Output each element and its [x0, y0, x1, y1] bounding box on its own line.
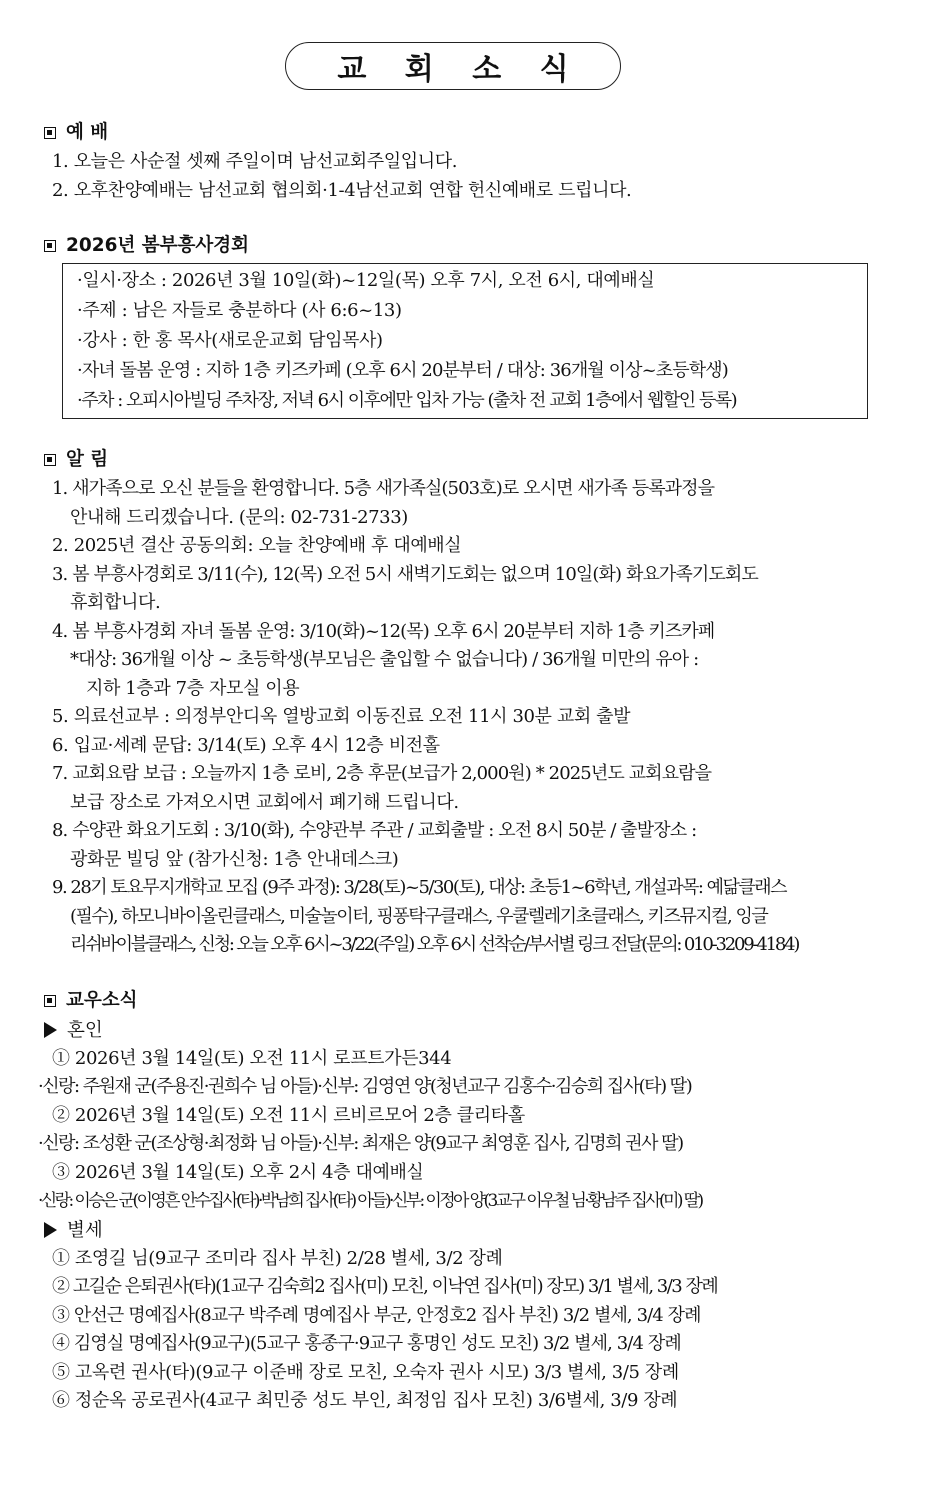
notices-heading: 알 림	[38, 445, 898, 475]
notice-line: 안내해 드리겠습니다. (문의: 02-731-2733)	[70, 506, 408, 528]
notice-line: *대상: 36개월 이상 ~ 초등학생(부모님은 출입할 수 없습니다) / 36개월 미만의 유아 :	[70, 649, 699, 670]
wedding-line: ③ 2026년 3월 14일(토) 오후 2시 4층 대예배실	[52, 1161, 424, 1183]
notice-line: 8. 수양관 화요기도회 : 3/10(화), 수양관부 주관 / 교회출발 : 오전 8시 50분 / 출발장소 :	[52, 820, 697, 841]
notice-line: 리쉬바이블클래스, 신청: 오늘 오후 6시~3/22(주일) 오후 6시 선착순/부서별 링크 전달(문의: 010-3209-4184)	[70, 934, 799, 955]
wedding-heading: 혼인	[38, 1016, 898, 1045]
worship-heading: 예 배	[38, 118, 898, 148]
title-box	[285, 42, 621, 90]
revival-item: ·강사 : 한 홍 목사(새로운교회 담임목사)	[77, 330, 383, 351]
square-bullet-icon	[44, 454, 56, 466]
page-title: 교 회 소 식	[337, 52, 583, 87]
notice-line: 4. 봄 부흥사경회 자녀 돌봄 운영: 3/10(화)~12(목) 오후 6시 20분부터 지하 1층 키즈카페	[52, 620, 715, 642]
notice-line: 광화문 빌딩 앞 (참가신청: 1층 안내데스크)	[70, 848, 399, 870]
square-bullet-icon	[44, 995, 56, 1007]
revival-item: ·일시·장소 : 2026년 3월 10일(화)~12일(목) 오후 7시, 오전 6시, 대예배실	[77, 270, 655, 291]
notice-line: 휴회합니다.	[70, 592, 161, 613]
funeral-line: ⑥ 정순옥 공로권사(4교구 최민중 성도 부인, 최정임 집사 모친) 3/6별세, 3/9 장례	[52, 1390, 678, 1411]
wedding-line: ① 2026년 3월 14일(토) 오전 11시 로프트가든344	[52, 1047, 452, 1069]
notice-line: 보급 장소로 가져오시면 교회에서 폐기해 드립니다.	[70, 791, 459, 813]
worship-item: 1. 오늘은 사순절 셋째 주일이며 남선교회주일입니다.	[52, 151, 458, 172]
notice-line: 2. 2025년 결산 공동의회: 오늘 찬양예배 후 대예배실	[52, 535, 462, 556]
notice-line: 7. 교회요람 보급 : 오늘까지 1층 로비, 2층 후문(보급가 2,000원) * 2025년도 교회요람을	[52, 763, 712, 784]
notice-line: 지하 1층과 7층 자모실 이용	[86, 677, 300, 699]
funeral-line: ④ 김영실 명예집사(9교구)(5교구 홍종구·9교구 홍명인 성도 모친) 3/2 별세, 3/4 장례	[52, 1333, 681, 1354]
funeral-heading: 별세	[38, 1216, 898, 1245]
notice-line: 9. 28기 토요무지개학교 모집 (9주 과정): 3/28(토)~5/30(토), 대상: 초등1~6학년, 개설과목: 예닮클래스	[52, 877, 787, 898]
members-heading: 교우소식	[38, 986, 898, 1016]
funeral-line: ⑤ 고옥련 권사(타)(9교구 이준배 장로 모친, 오숙자 권사 시모) 3/3 별세, 3/5 장례	[52, 1361, 679, 1383]
revival-heading: 2026년 봄부흥사경회	[38, 231, 898, 261]
revival-info-box	[62, 263, 868, 419]
wedding-line: ·신랑: 조성환 군(조상형·최정화 님 아들)·신부: 최재은 양(9교구 최영훈 집사, 김명희 권사 딸)	[38, 1133, 683, 1154]
revival-item: ·자녀 돌봄 운영 : 지하 1층 키즈카페 (오후 6시 20분부터 / 대상: 36개월 이상~초등학생)	[77, 360, 728, 381]
notice-line: 5. 의료선교부 : 의정부안디옥 열방교회 이동진료 오전 11시 30분 교회 출발	[52, 706, 631, 727]
revival-item: ·주차 : 오피시아빌딩 주차장, 저녁 6시 이후에만 입차 가능 (출차 전 교회 1층에서 웹할인 등록)	[77, 390, 737, 411]
wedding-line: ·신랑: 주원재 군(주용진·권희수 님 아들)·신부: 김영연 양(청년교구 김홍수·김승희 집사(타) 딸)	[38, 1076, 692, 1097]
notice-line: 3. 봄 부흥사경회로 3/11(수), 12(목) 오전 5시 새벽기도회는 없으며 10일(화) 화요가족기도회도	[52, 563, 758, 585]
notice-line: (필수), 하모니바이올린클래스, 미술놀이터, 핑퐁탁구클래스, 우쿨렐레기초클래스, 키즈뮤지컬, 잉글	[70, 905, 768, 927]
square-bullet-icon	[44, 240, 56, 252]
revival-item: ·주제 : 남은 자들로 충분하다 (사 6:6~13)	[77, 300, 402, 321]
wedding-line: ·신랑: 이승은 군(이영흔 안수집사(타)·박남희 집사(타) 아들)·신부: 이정아 양(3교구 이우철 님·황남주 집사(미) 딸)	[38, 1191, 702, 1211]
triangle-bullet-icon	[44, 1022, 57, 1038]
funeral-line: ① 조영길 님(9교구 조미라 집사 부친) 2/28 별세, 3/2 장례	[52, 1247, 503, 1269]
funeral-line: ③ 안선근 명예집사(8교구 박주례 명예집사 부군, 안정호2 집사 부친) 3/2 별세, 3/4 장례	[52, 1304, 701, 1326]
wedding-line: ② 2026년 3월 14일(토) 오전 11시 르비르모어 2층 클리타홀	[52, 1104, 525, 1126]
square-bullet-icon	[44, 127, 56, 139]
notice-line: 6. 입교·세례 문답: 3/14(토) 오후 4시 12층 비전홀	[52, 734, 440, 756]
notice-line: 1. 새가족으로 오신 분들을 환영합니다. 5층 새가족실(503호)로 오시면 새가족 등록과정을	[52, 478, 715, 499]
worship-item: 2. 오후찬양예배는 남선교회 협의회·1-4남선교회 연합 헌신예배로 드립니다.	[52, 179, 632, 201]
triangle-bullet-icon	[44, 1222, 57, 1238]
funeral-line: ② 고길순 은퇴권사(타)(1교구 김숙희2 집사(미) 모친, 이낙연 집사(미) 장모) 3/1 별세, 3/3 장례	[52, 1276, 718, 1297]
bulletin-body	[38, 118, 898, 1416]
